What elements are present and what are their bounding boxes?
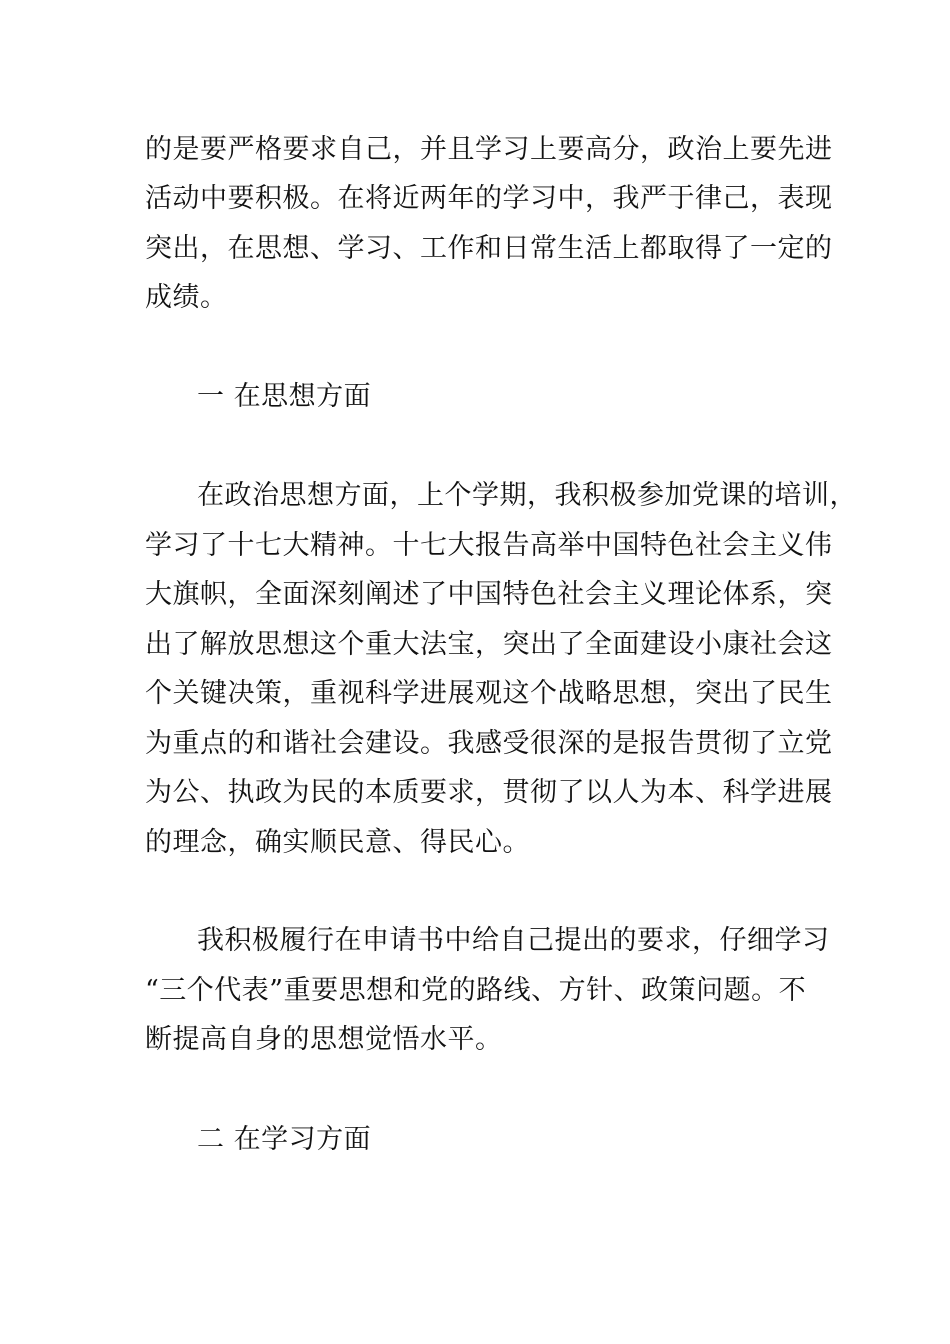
paragraph-line: 我积极履行在申请书中给自己提出的要求，仔细学习	[197, 925, 830, 956]
paragraph-line: 大旗帜，全面深刻阐述了中国特色社会主义理论体系，突	[145, 579, 833, 610]
paragraph-line: 突出，在思想、学习、工作和日常生活上都取得了一定的	[145, 233, 833, 264]
paragraph-line: 学习了十七大精神。十七大报告高举中国特色社会主义伟	[145, 530, 833, 561]
section-heading: 二 在学习方面	[197, 1124, 372, 1155]
paragraph-line: 为重点的和谐社会建设。我感受很深的是报告贯彻了立党	[145, 728, 833, 759]
paragraph-line: 的是要严格要求自己，并且学习上要高分，政治上要先进	[145, 134, 833, 165]
paragraph-line: 成绩。	[145, 282, 228, 313]
paragraph-line: “三个代表”重要思想和党的路线、方针、政策问题。不	[145, 975, 807, 1006]
paragraph-line: 个关键决策，重视科学进展观这个战略思想，突出了民生	[145, 678, 833, 709]
paragraph-line: 断提高自身的思想觉悟水平。	[145, 1024, 503, 1055]
section-heading: 一 在思想方面	[197, 381, 372, 412]
paragraph-line: 的理念，确实顺民意、得民心。	[145, 827, 530, 858]
paragraph-line: 出了解放思想这个重大法宝，突出了全面建设小康社会这	[145, 629, 833, 660]
paragraph-line: 活动中要积极。在将近两年的学习中，我严于律己，表现	[145, 183, 833, 214]
paragraph-line: 为公、执政为民的本质要求，贯彻了以人为本、科学进展	[145, 777, 833, 808]
paragraph-line: 在政治思想方面，上个学期，我积极参加党课的培训，	[197, 480, 857, 511]
